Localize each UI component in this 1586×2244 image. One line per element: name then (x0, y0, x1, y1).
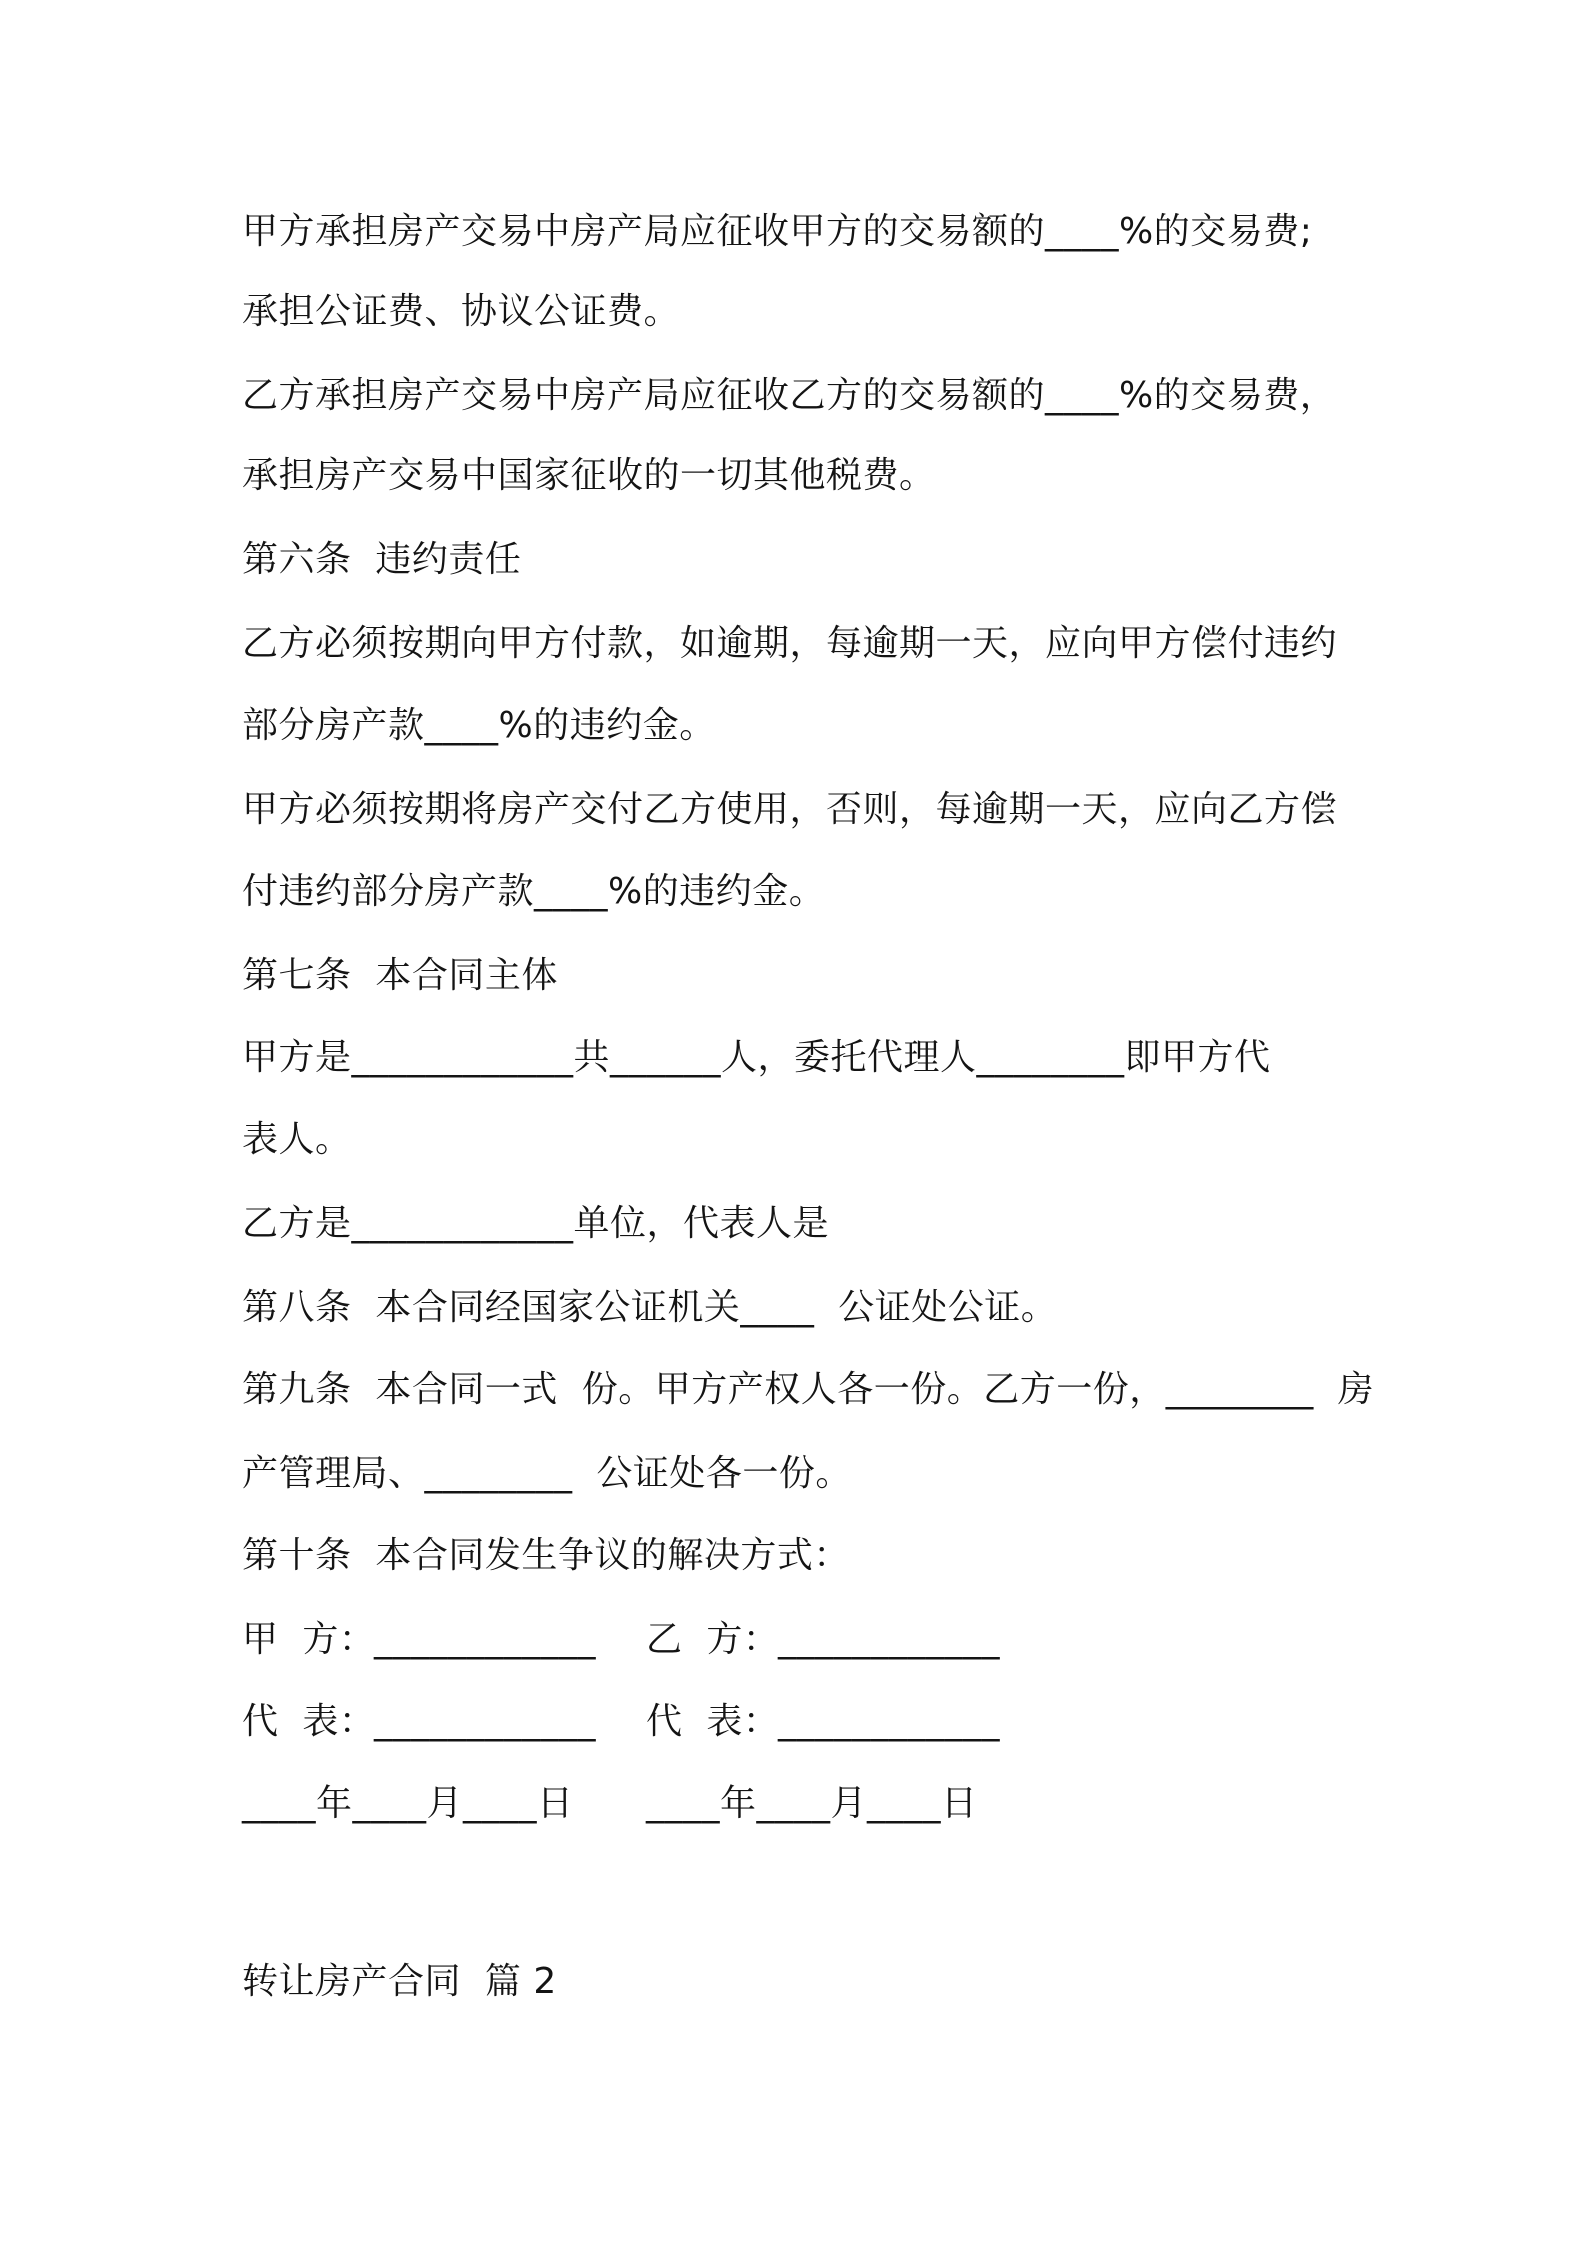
article-8: 第八条 本合同经国家公证机关____ 公证处公证。 (242, 1287, 1058, 1328)
rep-a-blank: ____________ (374, 1701, 596, 1742)
article-10: 第十条 本合同发生争议的解决方式： (242, 1535, 850, 1576)
rep-b-blank: ____________ (778, 1701, 1000, 1742)
rep-b-label: 代 表： (646, 1701, 780, 1742)
article-7-party-b: 乙方是____________单位，代表人是 (242, 1203, 830, 1244)
article-6-para-2-cont: 付违约部分房产款____%的违约金。 (242, 871, 826, 912)
clause-fee-party-a: 甲方承担房产交易中房产局应征收甲方的交易额的____%的交易费; (242, 211, 1313, 252)
article-7-heading: 第七条 本合同主体 (242, 955, 558, 996)
rep-a-label: 代 表： (242, 1701, 376, 1742)
clause-fee-party-a-cont: 承担公证费、协议公证费。 (242, 291, 681, 332)
clause-fee-party-b: 乙方承担房产交易中房产局应征收乙方的交易额的____%的交易费， (242, 375, 1337, 416)
party-b-label: 乙 方： (646, 1619, 780, 1660)
article-9: 第九条 本合同一式 份。甲方产权人各一份。乙方一份，________ 房 (242, 1369, 1375, 1410)
clause-fee-party-b-cont: 承担房产交易中国家征收的一切其他税费。 (242, 455, 936, 496)
article-7-party-a-cont: 表人。 (242, 1119, 352, 1160)
article-6-para-1-cont: 部分房产款____%的违约金。 (242, 705, 716, 746)
article-6-para-1: 乙方必须按期向甲方付款，如逾期，每逾期一天，应向甲方偿付违约 (242, 623, 1338, 664)
party-a-blank: ____________ (374, 1619, 596, 1660)
article-6-para-2: 甲方必须按期将房产交付乙方使用，否则，每逾期一天，应向乙方偿 (242, 789, 1338, 830)
date-party-a: ____年____月____日 (242, 1783, 574, 1824)
party-a-label: 甲 方： (242, 1619, 376, 1660)
article-6-heading: 第六条 违约责任 (242, 539, 522, 580)
article-9-cont: 产管理局、________ 公证处各一份。 (242, 1453, 852, 1494)
next-section-title: 转让房产合同 篇 2 (242, 1961, 557, 2002)
article-7-party-a: 甲方是____________共______人，委托代理人________即甲方代 (242, 1037, 1271, 1078)
party-b-blank: ____________ (778, 1619, 1000, 1660)
date-party-b: ____年____月____日 (646, 1783, 978, 1824)
